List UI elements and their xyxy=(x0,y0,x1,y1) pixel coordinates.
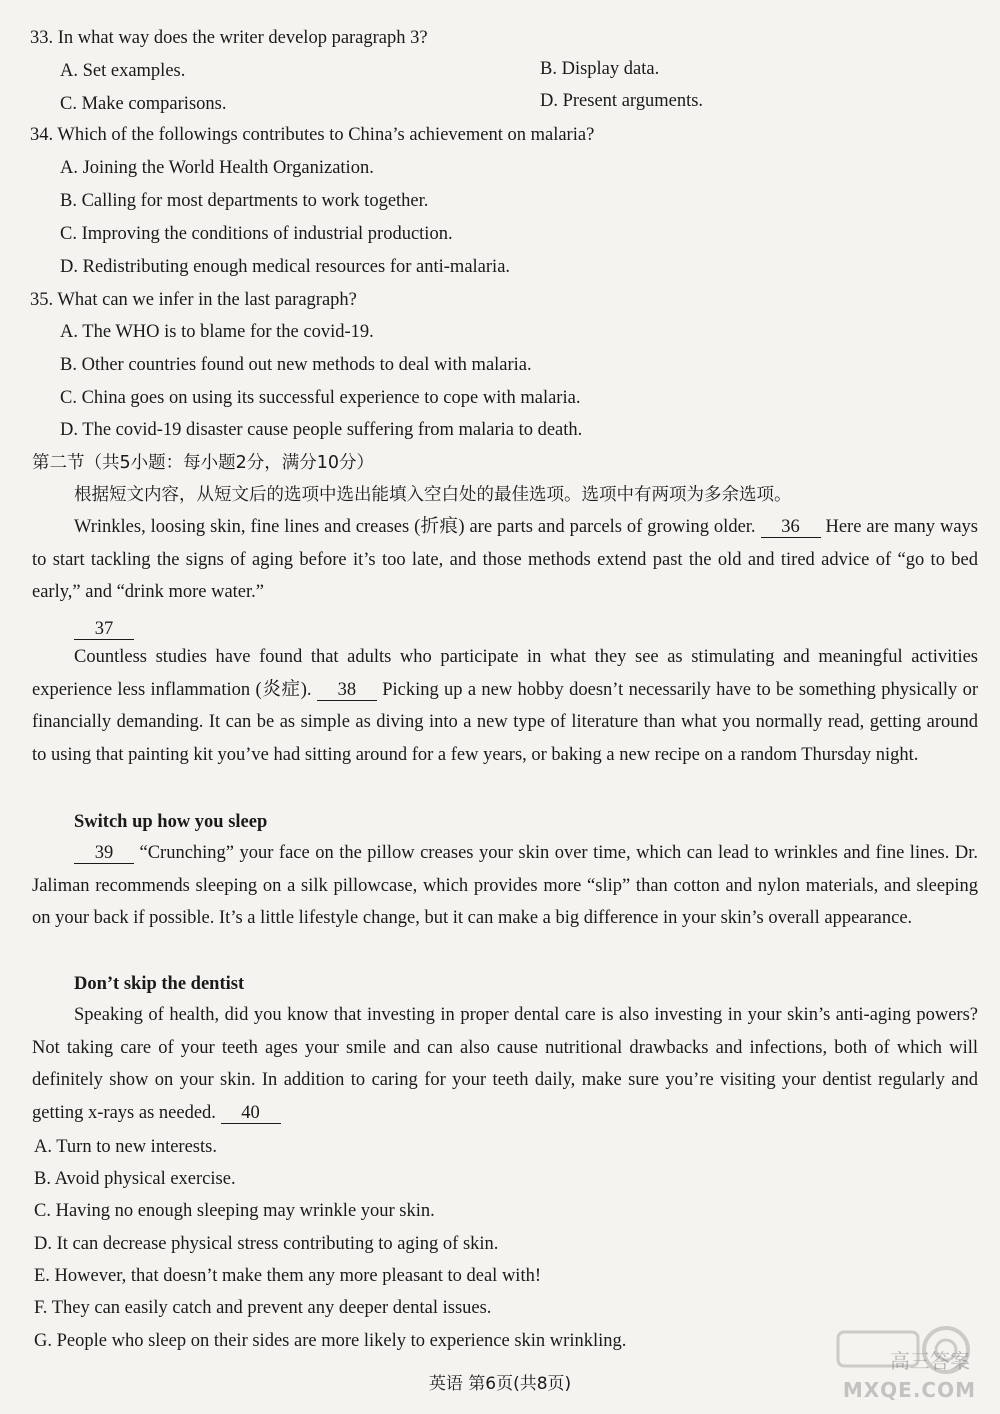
question-33-option-b: B. Display data. xyxy=(540,59,660,79)
question-33-option-d: D. Present arguments. xyxy=(540,91,704,111)
choice-c: C. Having no enough sleeping may wrinkle your skin. xyxy=(34,1201,435,1221)
blank-37-line xyxy=(74,617,134,641)
choice-e: E. However, that doesn’t make them any more pleasant to deal with! xyxy=(34,1266,541,1286)
heading-switch-up-sleep: Switch up how you sleep xyxy=(74,812,268,832)
paragraph-2-text-a: Countless studies have found that adults who participate in what they see as stimulating and meaningful activities experience less inflammation (炎症). xyxy=(32,647,978,700)
blank-36: 36 xyxy=(761,517,821,538)
question-35-option-b: B. Other countries found out new methods to deal with malaria. xyxy=(60,355,532,375)
passage-paragraph-2 xyxy=(32,641,978,771)
paragraph-1-text-a: Wrinkles, loosing skin, fine lines and creases (折痕) are parts and parcels of growing older. xyxy=(74,517,756,537)
footer-page-number: 英语 第6页(共8页) xyxy=(428,1374,572,1394)
question-35-option-a: A. The WHO is to blame for the covid-19. xyxy=(60,322,374,342)
blank-40: 40 xyxy=(221,1103,281,1124)
passage-paragraph-1 xyxy=(32,511,978,609)
blank-38: 38 xyxy=(317,680,377,701)
choice-a: A. Turn to new interests. xyxy=(34,1137,217,1157)
watermark-url: MXQE.COM xyxy=(842,1378,976,1402)
question-35-option-d: D. The covid-19 disaster cause people suffering from malaria to death. xyxy=(60,420,583,440)
blank-39: 39 xyxy=(74,843,134,864)
choice-b: B. Avoid physical exercise. xyxy=(34,1169,236,1189)
passage-paragraph-3 xyxy=(32,837,978,935)
question-33-stem: 33. In what way does the writer develop paragraph 3? xyxy=(30,28,428,48)
question-35-stem: 35. What can we infer in the last paragraph? xyxy=(30,290,357,310)
question-34-option-b: B. Calling for most departments to work together. xyxy=(60,191,429,211)
paragraph-2-text-b: Picking up a new hobby doesn’t necessarily have to be something physically or financially demanding. It can be as simple as diving into a new type of literature than what you normally read, getting around to using that painting kit you’ve had sitting around for a few years, or baking a new recipe on a random Thursday night. xyxy=(32,679,979,765)
question-34-option-a: A. Joining the World Health Organization. xyxy=(60,158,374,178)
watermark-text: 高三答案 xyxy=(890,1349,970,1373)
section-title: 第二节（共5小题：每小题2分，满分10分） xyxy=(32,453,375,473)
choice-g: G. People who sleep on their sides are more likely to experience skin wrinkling. xyxy=(34,1331,627,1351)
question-34-option-d: D. Redistributing enough medical resources for anti-malaria. xyxy=(60,257,511,277)
choice-f: F. They can easily catch and prevent any deeper dental issues. xyxy=(34,1298,492,1318)
paragraph-1-text-b: Here are many ways to start tackling the signs of aging before it’s too late, and those methods extend past the old and tired advice of “go to bed early,” and “drink more water.” xyxy=(32,517,979,603)
heading-dont-skip-dentist: Don’t skip the dentist xyxy=(74,974,245,994)
question-33-option-a: A. Set examples. xyxy=(60,61,186,81)
choice-d: D. It can decrease physical stress contributing to aging of skin. xyxy=(34,1234,499,1254)
paragraph-3-text: “Crunching” your face on the pillow creases your skin over time, which can lead to wrinkles and fine lines. Dr. Jaliman recommends sleeping on a silk pillowcase, which provides more “slip” than cotton and nylon materials, and sleeping on your back if possible. It’s a little lifestyle change, but it can make a big difference in your skin’s overall appearance. xyxy=(32,843,978,929)
question-34-stem: 34. Which of the followings contributes to China’s achievement on malaria? xyxy=(30,125,595,145)
passage-paragraph-4 xyxy=(32,999,978,1129)
blank-37: 37 xyxy=(74,619,134,640)
paragraph-4-text: Speaking of health, did you know that investing in proper dental care is also investing in your skin’s anti-aging powers? Not taking care of your teeth ages your smile and can also cause nutritional drawbacks and infections, both of which will definitely show on your skin. In addition to caring for your teeth daily, make sure you’re visiting your dentist regularly and getting x-rays as needed. xyxy=(32,1005,978,1123)
section-instruction: 根据短文内容，从短文后的选项中选出能填入空白处的最佳选项。选项中有两项为多余选项。 xyxy=(74,485,792,505)
question-35-option-c: C. China goes on using its successful experience to cope with malaria. xyxy=(60,388,581,408)
question-33-option-c: C. Make comparisons. xyxy=(60,94,227,114)
question-34-option-c: C. Improving the conditions of industrial production. xyxy=(60,224,453,244)
